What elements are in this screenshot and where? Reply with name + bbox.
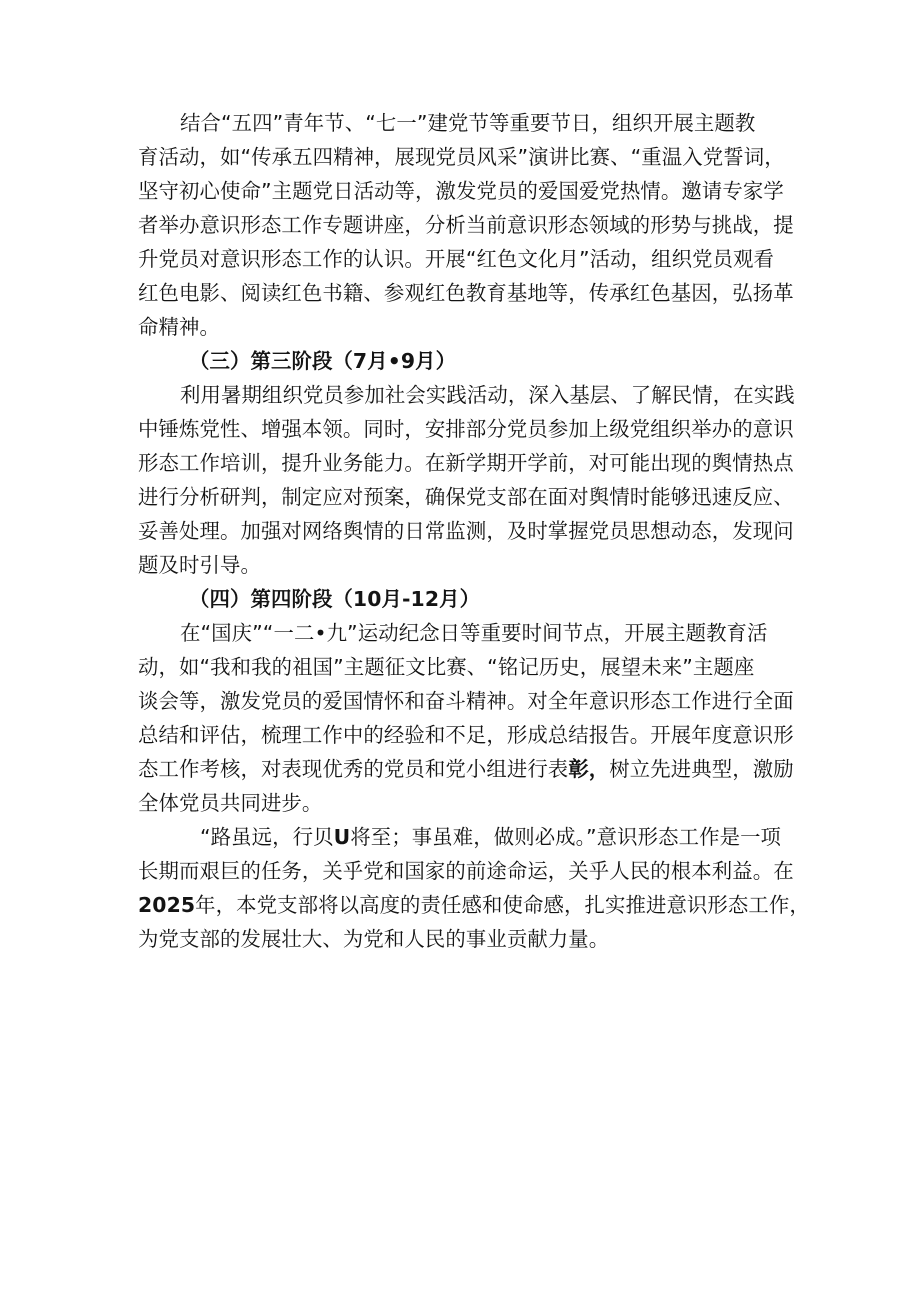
- paragraph-4-line-3-bold-year: 2025: [138, 893, 196, 917]
- paragraph-4-line-1-bold: U: [333, 825, 351, 849]
- paragraph-4-line-1-text-a: “路虽远，行贝: [200, 825, 334, 849]
- paragraph-2-line-5: 妥善处理。加强对网络舆情的日常监测，及时掌握党员思想动态，发现问: [138, 519, 794, 543]
- section-heading-4: （四）第四阶段（10月-12月）: [189, 587, 481, 611]
- paragraph-4-line-3-text: 年，本党支部将以高度的责任感和使命感，扎实推进意识形态工作，: [195, 893, 810, 917]
- paragraph-4-line-1: [200, 822, 781, 852]
- paragraph-1-line-5: 升党员对意识形态工作的认识。开展“红色文化月”活动，组织党员观看: [138, 247, 775, 271]
- paragraph-4-line-2: 长期而艰巨的任务，关乎党和国家的前途命运，关乎人民的根本利益。在: [138, 859, 794, 883]
- paragraph-2-line-1: 利用暑期组织党员参加社会实践活动，深入基层、了解民情，在实践: [180, 383, 795, 407]
- paragraph-1-line-1: 结合“五四”青年节、“七一”建党节等重要节日，组织开展主题教: [180, 111, 756, 135]
- paragraph-1-line-4: 者举办意识形态工作专题讲座，分析当前意识形态领域的形势与挑战，提: [138, 213, 794, 237]
- paragraph-1-line-6: 红色电影、阅读红色书籍、参观红色教育基地等，传承红色基因，弘扬革: [138, 281, 794, 305]
- paragraph-1-line-3: 坚守初心使命”主题党日活动等，激发党员的爱国爱党热情。邀请专家学: [138, 179, 784, 203]
- paragraph-2-line-6: 题及时引导。: [138, 553, 261, 577]
- paragraph-1-line-2: 育活动，如“传承五四精神，展现党员风采”演讲比赛、“重温入党誓词，: [138, 145, 785, 169]
- paragraph-3-line-6: 全体党员共同进步。: [138, 791, 323, 815]
- paragraph-3-line-3: 谈会等，激发党员的爱国情怀和奋斗精神。对全年意识形态工作进行全面: [138, 689, 794, 713]
- paragraph-3-line-5: [138, 754, 794, 784]
- paragraph-4-line-3: [138, 890, 810, 920]
- paragraph-2-line-2: 中锤炼党性、增强本领。同时，安排部分党员参加上级党组织举办的意识: [138, 417, 794, 441]
- paragraph-3-line-5-text-a: 态工作考核，对表现优秀的党员和党小组进行表: [138, 757, 569, 781]
- paragraph-1-line-7: 命精神。: [138, 315, 220, 339]
- paragraph-3-line-2: 动，如“我和我的祖国”主题征文比赛、“铭记历史，展望未来”主题座: [138, 655, 755, 679]
- paragraph-3-line-1: 在“国庆”“一二•九”运动纪念日等重要时间节点，开展主题教育活: [180, 621, 768, 645]
- section-heading-3: （三）第三阶段（7月•9月）: [189, 349, 457, 373]
- paragraph-3-line-5-text-b: 树立先进典型，激励: [609, 757, 794, 781]
- paragraph-2-line-3: 形态工作培训，提升业务能力。在新学期开学前，对可能出现的舆情热点: [138, 451, 794, 475]
- paragraph-4-line-4: 为党支部的发展壮大、为党和人民的事业贡献力量。: [138, 927, 610, 951]
- paragraph-3-line-4: 总结和评估，梳理工作中的经验和不足，形成总结报告。开展年度意识形: [138, 723, 794, 747]
- paragraph-4-line-1-text-b: 将至；事虽难，做则必成。”意识形态工作是一项: [350, 825, 782, 849]
- paragraph-2-line-4: 进行分析研判，制定应对预案，确保党支部在面对舆情时能够迅速反应、: [138, 485, 794, 509]
- paragraph-3-line-5-bold: 彰，: [568, 757, 610, 781]
